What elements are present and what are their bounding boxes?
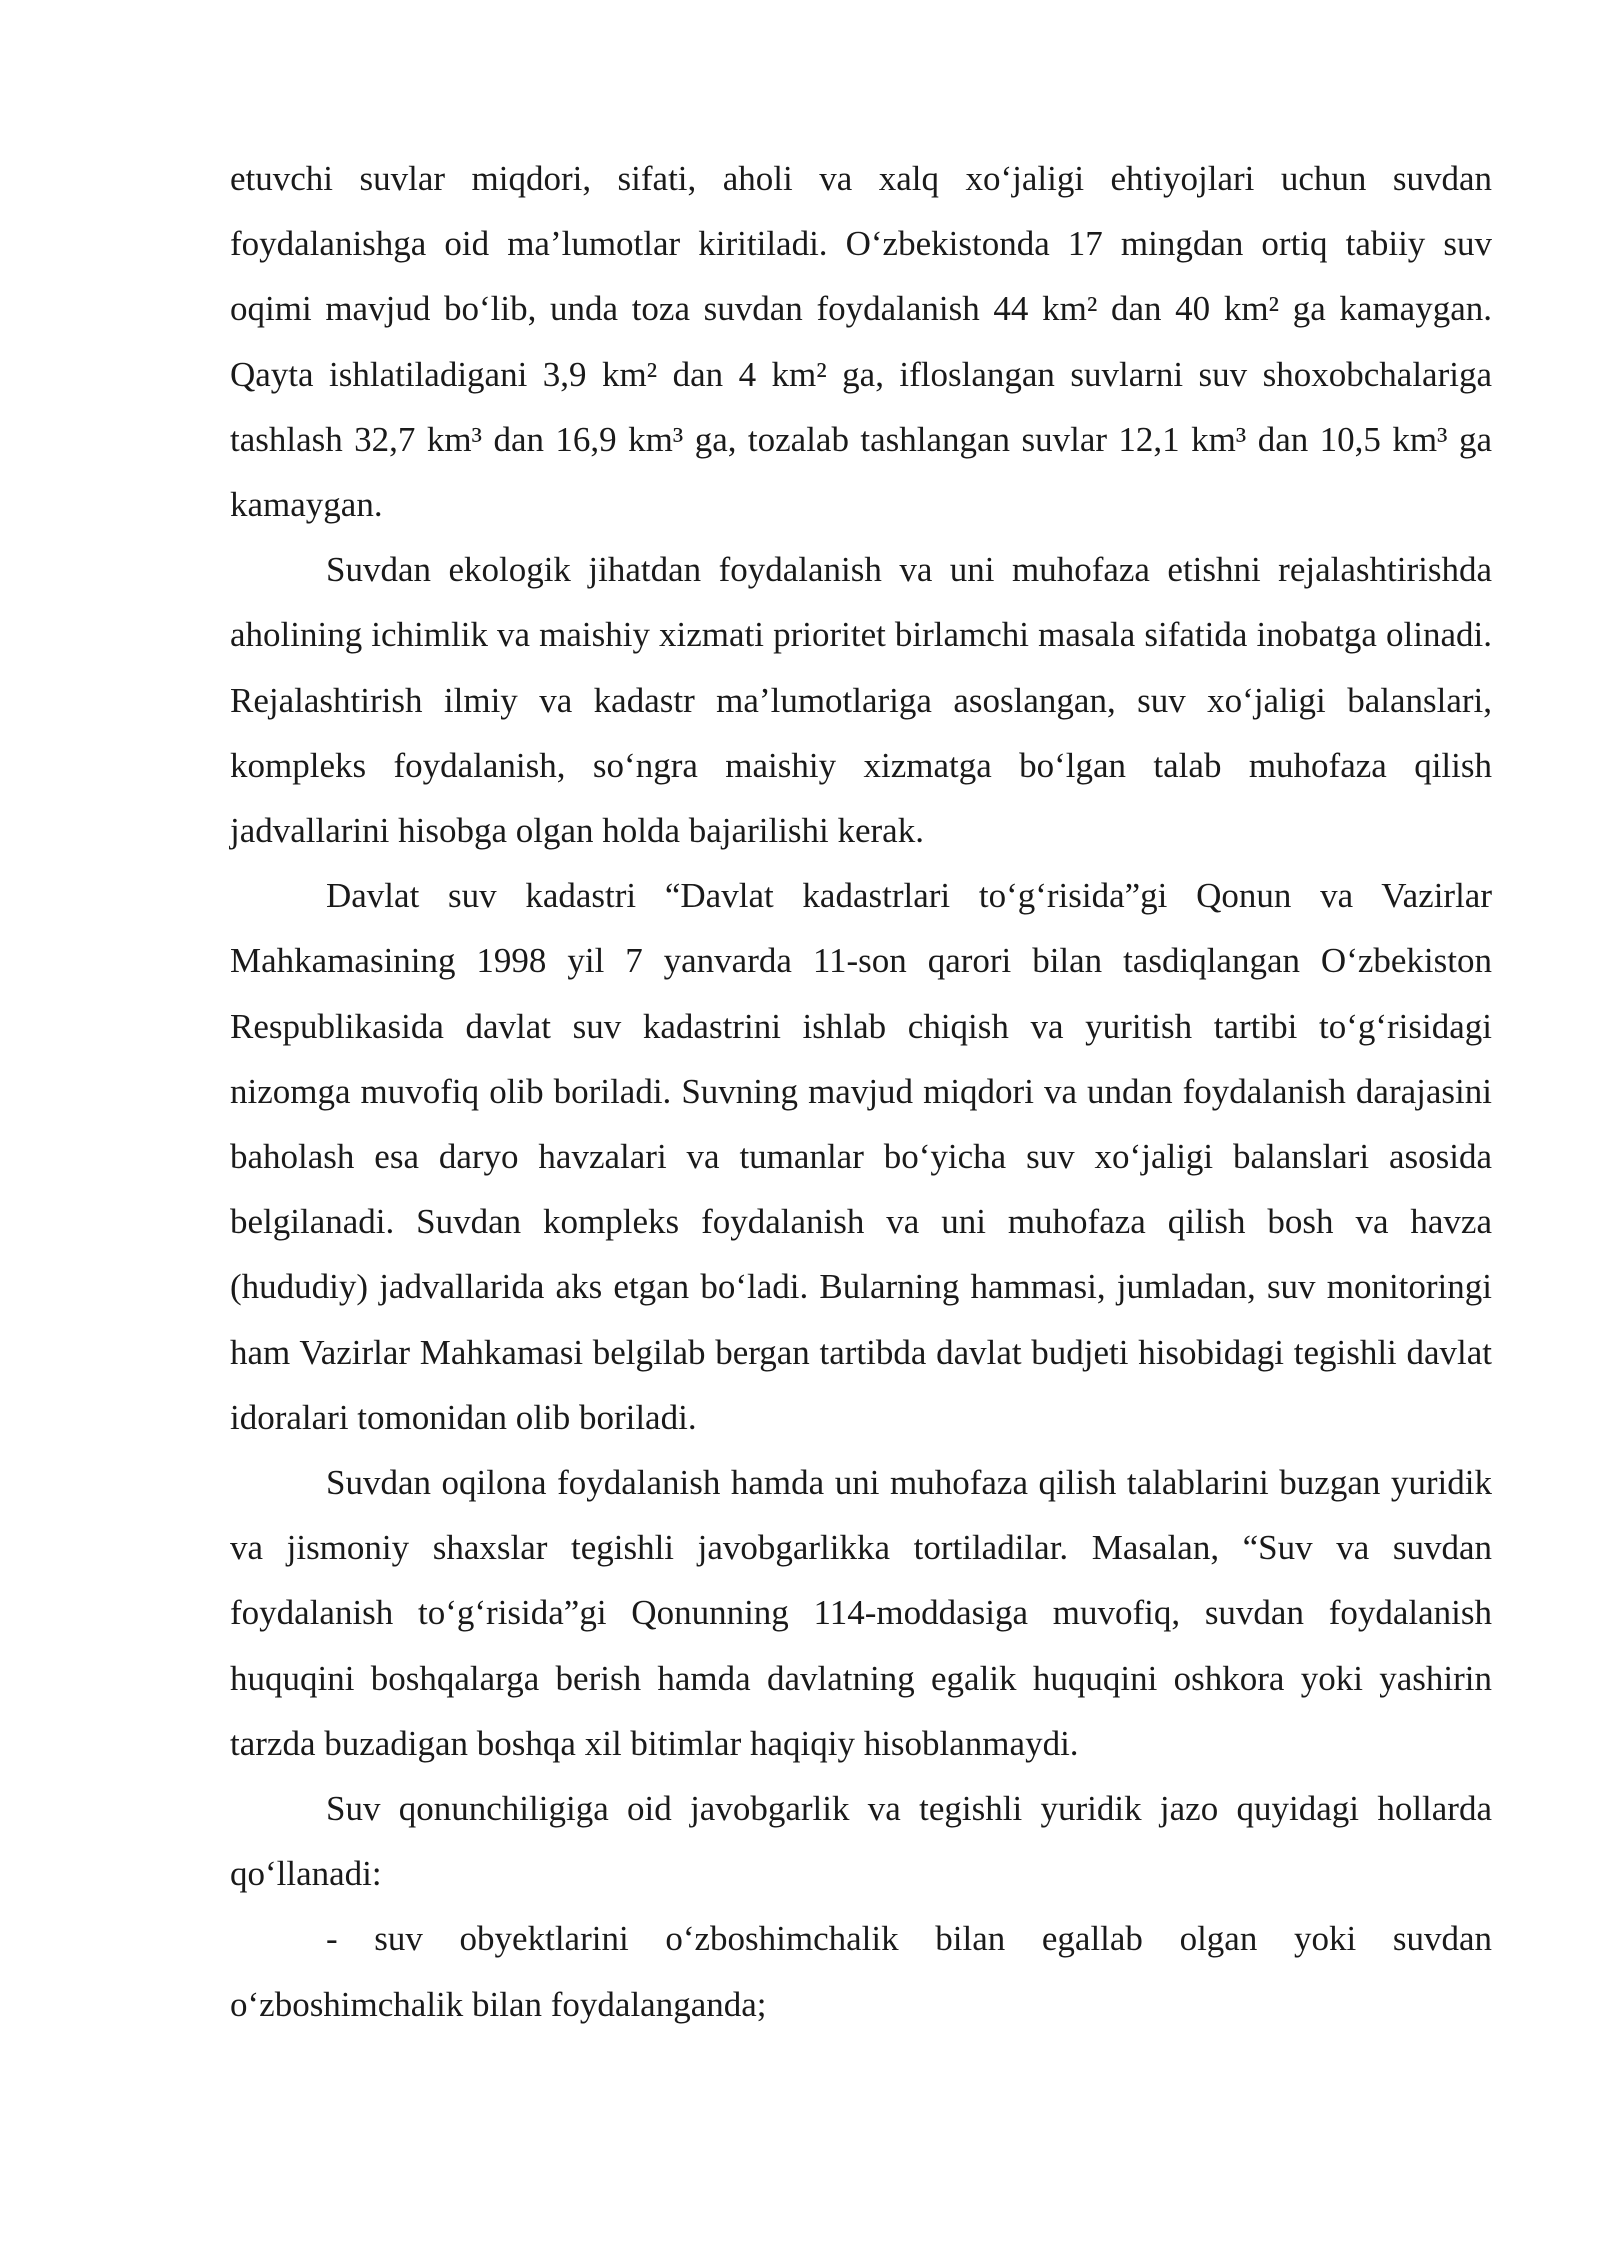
paragraph-4: Suvdan oqilona foydalanish hamda uni muhofaza qilish talablarini buzgan yuridik va jismoniy shaxslar tegishli javobgarlikka tortiladilar. Masalan, “Suv va suvdan foydalanish to‘g‘risida”gi Qonunning 114-moddasiga muvofiq, suvdan foydalanish huquqini boshqalarga berish hamda davlatning egalik huquqini oshkora yoki yashirin tarzda buzadigan boshqa xil bitimlar haqiqiy hisoblanmaydi. <box>230 1463 1492 1763</box>
list-item-1: - suv obyektlarini o‘zboshimchalik bilan egallab olgan yoki suvdan o‘zboshimchalik bilan foydalanganda; <box>230 1919 1492 2024</box>
paragraph-5: Suv qonunchiligiga oid javobgarlik va tegishli yuridik jazo quyidagi hollarda qo‘llanadi: <box>230 1789 1492 1894</box>
paragraph-3: Davlat suv kadastri “Davlat kadastrlari to‘g‘risida”gi Qonun va Vazirlar Mahkamasining 1998 yil 7 yanvarda 11-son qarori bilan tasdiqlangan O‘zbekiston Respublikasida davlat suv kadastrini ishlab chiqish va yuritish tartibi to‘g‘risidagi nizomga muvofiq olib boriladi. Suvning mavjud miqdori va undan foydalanish darajasini baholash esa daryo havzalari va tumanlar bo‘yicha suv xo‘jaligi balanslari asosida belgilanadi. Suvdan kompleks foydalanish va uni muhofaza qilish bosh va havza (hududiy) jadvallarida aks etgan bo‘ladi. Bularning hammasi, jumladan, suv monitoringi ham Vazirlar Mahkamasi belgilab bergan tartibda davlat budjeti hisobidagi tegishli davlat idoralari tomonidan olib boriladi. <box>230 876 1492 1437</box>
paragraph-1: etuvchi suvlar miqdori, sifati, aholi va xalq xo‘jaligi ehtiyojlari uchun suvdan foydalanishga oid ma’lumotlar kiritiladi. O‘zbekistonda 17 mingdan ortiq tabiiy suv oqimi mavjud bo‘lib, unda toza suvdan foydalanish 44 km² dan 40 km² ga kamaygan. Qayta ishlatiladigani 3,9 km² dan 4 km² ga, ifloslangan suvlarni suv shoxobchalariga tashlash 32,7 km³ dan 16,9 km³ ga, tozalab tashlangan suvlar 12,1 km³ dan 10,5 km³ ga kamaygan. <box>230 159 1492 525</box>
document-body <box>230 146 1492 2037</box>
paragraph-2: Suvdan ekologik jihatdan foydalanish va uni muhofaza etishni rejalashtirishda aholining ichimlik va maishiy xizmati prioritet birlamchi masala sifatida inobatga olinadi. Rejalashtirish ilmiy va kadastr ma’lumotlariga asoslangan, suv xo‘jaligi balanslari, kompleks foydalanish, so‘ngra maishiy xizmatga bo‘lgan talab muhofaza qilish jadvallarini hisobga olgan holda bajarilishi kerak. <box>230 550 1492 851</box>
